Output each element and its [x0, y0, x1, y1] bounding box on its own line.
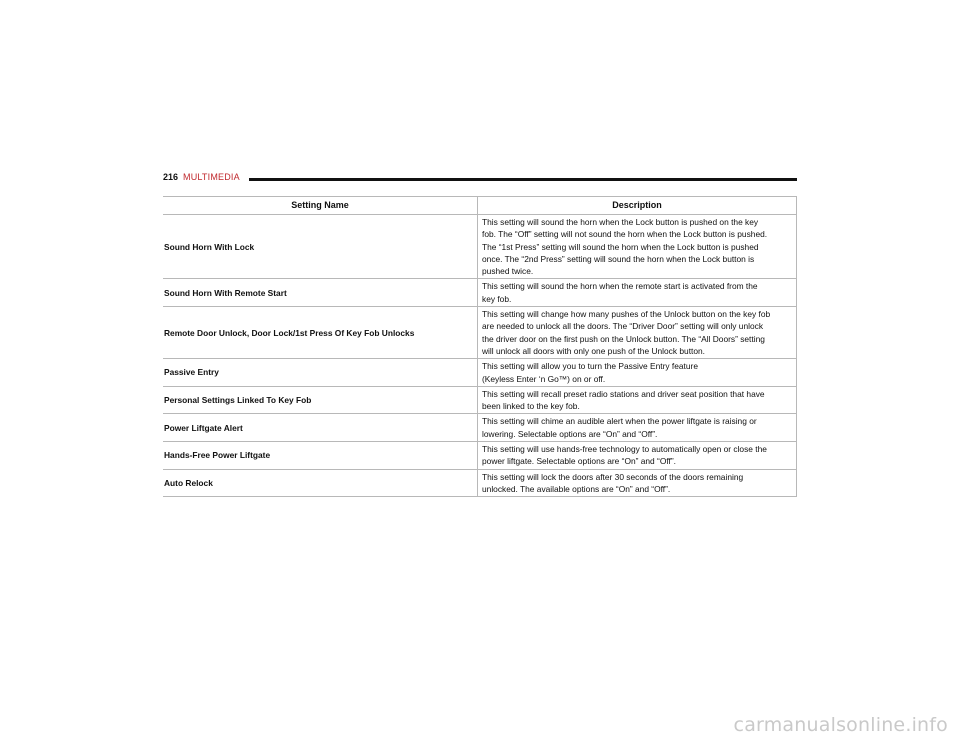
- watermark-text: carmanualsonline.info: [733, 714, 948, 736]
- table-header-row: [163, 197, 797, 215]
- setting-description: This setting will change how many pushes of the Unlock button on the key fob are needed to unlock all the doors. The “Driver Door” setting will only unlock the driver door on the first push on the Unlock button. The “All Doors” setting will unlock all doors with only one push of the Unlock button.: [478, 307, 797, 359]
- table-row: [163, 279, 797, 307]
- setting-name: Sound Horn With Remote Start: [163, 279, 478, 307]
- setting-description: This setting will sound the horn when the Lock button is pushed on the key fob. The “Off” setting will not sound the horn when the Lock button is pushed. The “1st Press” setting will sound the horn when the Lock button is pushed once. The “2nd Press” setting will sound the horn when the Lock button is pushed twice.: [478, 215, 797, 279]
- setting-description: This setting will chime an audible alert when the power liftgate is raising or lowering. Selectable options are “On” and “Off”.: [478, 414, 797, 442]
- setting-description: This setting will lock the doors after 30 seconds of the doors remaining unlocked. The available options are “On” and “Off”.: [478, 469, 797, 497]
- header-rule: [249, 178, 797, 181]
- setting-name: Personal Settings Linked To Key Fob: [163, 386, 478, 414]
- setting-name: Remote Door Unlock, Door Lock/1st Press Of Key Fob Unlocks: [163, 307, 478, 359]
- setting-description: This setting will allow you to turn the Passive Entry feature (Keyless Enter ‘n Go™) on or off.: [478, 359, 797, 387]
- page-header: [163, 172, 797, 186]
- page-number: 216: [163, 172, 179, 182]
- table-row: [163, 215, 797, 279]
- setting-name: Power Liftgate Alert: [163, 414, 478, 442]
- column-header-setting-name: Setting Name: [163, 197, 478, 215]
- setting-name: Sound Horn With Lock: [163, 215, 478, 279]
- table-row: [163, 414, 797, 442]
- table-row: [163, 386, 797, 414]
- setting-name: Auto Relock: [163, 469, 478, 497]
- table-row: [163, 469, 797, 497]
- table-row: [163, 359, 797, 387]
- settings-table: [163, 196, 797, 497]
- section-title: MULTIMEDIA: [183, 172, 240, 182]
- table-row: [163, 442, 797, 470]
- setting-description: This setting will recall preset radio stations and driver seat position that have been linked to the key fob.: [478, 386, 797, 414]
- setting-description: This setting will use hands-free technology to automatically open or close the power liftgate. Selectable options are “On” and “Off”.: [478, 442, 797, 470]
- table-row: [163, 307, 797, 359]
- setting-description: This setting will sound the horn when the remote start is activated from the key fob.: [478, 279, 797, 307]
- column-header-description: Description: [478, 197, 797, 215]
- setting-name: Passive Entry: [163, 359, 478, 387]
- setting-name: Hands-Free Power Liftgate: [163, 442, 478, 470]
